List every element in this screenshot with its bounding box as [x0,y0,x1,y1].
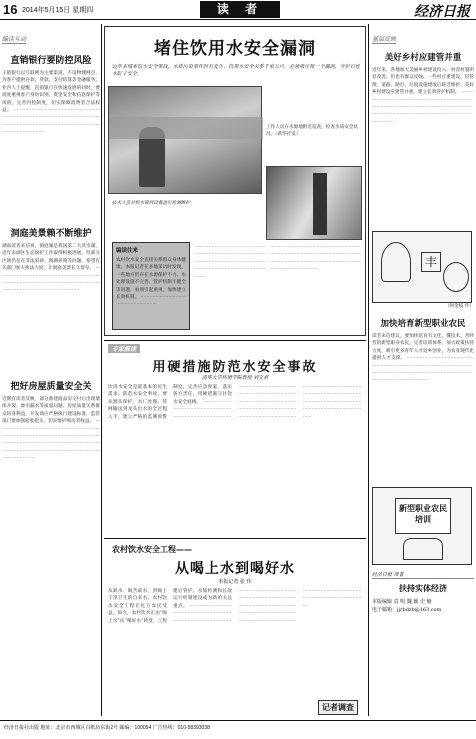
right-headline-1: 美好乡村应建管并重 [384,53,462,63]
expert-body: 饮用水安全是最基本的民生需求。防范水安全事故，要从源头保护、水厂处理、管网输送到龙头出水的全过程入手，建立严格的监测预警制度，完善应急预案，落实各方责任，用硬措施守住饮水安全底线。 ·················································································································································································································································································································································································································································································· [108,385,362,420]
right-bottom-label: 经济日报 读者 [372,571,474,579]
photo2-caption: 技术人员对供水管网设备进行检测维护。 [112,201,195,206]
survey-label: 记者调查 [318,700,358,715]
pipe-equipment-photo [266,166,362,240]
bottom-kicker: 农村饮水安全工程—— [112,545,192,554]
left-headline-2: 洞庭美景赖不断维护 [10,229,92,239]
right-headline-3: 扶持实体经济 [399,584,447,593]
bottom-byline: 本报记者 张 伟 [218,579,252,585]
bottom-body: 从缺水、喝苦咸水，到喝上干净卫生的自来水，农村饮水安全工程让亿万农民受益。如今，农村饮水正由“喝上水”向“喝好水”转变，工程建后管护、水质检测和长效运行机制建设成为新的关注重点。 ········································································································································································································································································································································································································· [108,589,362,624]
river-band [109,117,263,139]
right-headline-2: 加快培育新型职业农民 [380,319,466,329]
left-body-1: 王销银行以互联网为主要渠道，不设物理网点，为客户提供存款、贷款、支付结算等金融服务。业内人士提醒，直销银行在快速发展的同时，要高度重视客户身份识别、资金安全和信息保护等风险，完善内控制度，切实保障消费者合法权益。 ······························································································································································································································ [2,71,100,136]
editor-note-label: 编读往来 [116,248,139,254]
page-number: 16 [3,2,18,17]
feature-title: 堵住饮用水安全漏洞 [154,39,316,59]
right-body-1: 近年来，各地加大美丽乡村建设投入，村容村貌明显改善。但也有群众反映，一些村庄重建设、轻管理，道路、路灯、垃圾设施建成后缺乏维护。美好乡村建设应建管并重，建立长效管护机制。 ······································································································································································································································· [372,68,474,125]
page-header [0,0,476,20]
section-title: 读 者 [200,1,280,18]
left-column [2,26,100,716]
cartoon-1-caption: （何金枝 作） [444,304,474,309]
cartoon-board: 新型职业农民培训 [395,498,451,534]
expert-label: 专家解读 [108,344,140,353]
left-body-3: 近期有读者反映，部分新建商品房交付后出现墙体开裂、渗水漏水等质量问题。房屋质量关系群众切身利益，开发商应严格执行建设标准，监管部门要加强验收把关，切实维护购房者权益。 ······································································································································································································································································································ [2,397,100,462]
page-date: 2014年5月15日 星期四 [22,7,94,14]
cartoon-2 [372,487,472,565]
editor-email: 电子邮箱：jjrbdzb@163.com [372,607,442,613]
center-top-col-3: ······························································································································································································································ [270,245,362,273]
editor-note-box [112,242,190,330]
left-headline-1: 直销银行要防控风险 [10,56,92,66]
footer-rule [0,720,476,721]
section-rule-2 [104,538,366,539]
left-body-2: 湖南读者来信说，洞庭湖是我国第二大淡水湖，近年来湖区生态保护工作取得积极进展，但部分区域仍存在非法采砂、围湖养殖等问题，希望有关部门加大执法力度，让洞庭美景长久留存。 ······························································································································································································ [2,244,100,294]
right-body-2: 读者来信建议，要加快培育有文化、懂技术、善经营的新型职业农民，完善培训体系，加大政策扶持力度，吸引更多青年人才返乡创业，为农业现代化提供人才支撑。 ······························································································································································································································· [372,334,474,384]
editor-note-text: 农村饮水安全直接关系群众身体健康。本报记者在多地采访时发现，一些地方仍存在水源保护不力、水处理设施不完善、管护机制不健全等问题，亟须引起重视，加快建立长效机制。 ··························································· [116,258,186,308]
pipe-shape [313,173,327,235]
water-source-photo [108,86,262,194]
column-divider-2 [368,24,369,716]
photo1-caption: 工作人员在水源地附近巡查，检查水质安全状况。（新华社发） [266,125,358,138]
center-top-col-2: ············································································································································································································· [194,245,266,280]
expert-byline: 清华大学环境学院教授 刘文君 [201,375,269,381]
newspaper-logo: 经济日报 [414,4,470,20]
section-rule [104,340,366,341]
editor-credits: 本版编辑 袁 明 魏 颖 史 楠 [372,599,432,605]
cartoon-sign: 丰 [421,252,441,272]
bottom-title: 从喝上水到喝好水 [175,561,295,577]
cartoon-figure-3 [403,538,443,560]
cartoon-figure [381,242,411,282]
feature-lead: 近年来城乡饮水安全事故、水质污染事件时有发生，饮用水安全关系千家万户，必须堵住每一个漏洞，守护百姓水缸子安全。 [112,64,360,77]
right-column [372,26,474,716]
column-divider [101,24,102,716]
footer-text: 经济日报社出版 地址：北京市西城区白纸坊东街2号 邮编：100054 广告热线：010-58393038 [4,725,210,731]
left-headline-3: 把好房屋质量安全关 [10,382,92,392]
right-column-label: 基层反映 [372,36,397,43]
expert-title: 用硬措施防范水安全事故 [152,360,318,375]
cartoon-figure-2 [443,262,469,292]
left-column-label: 编读互动 [2,36,27,43]
cartoon-1 [372,231,472,303]
